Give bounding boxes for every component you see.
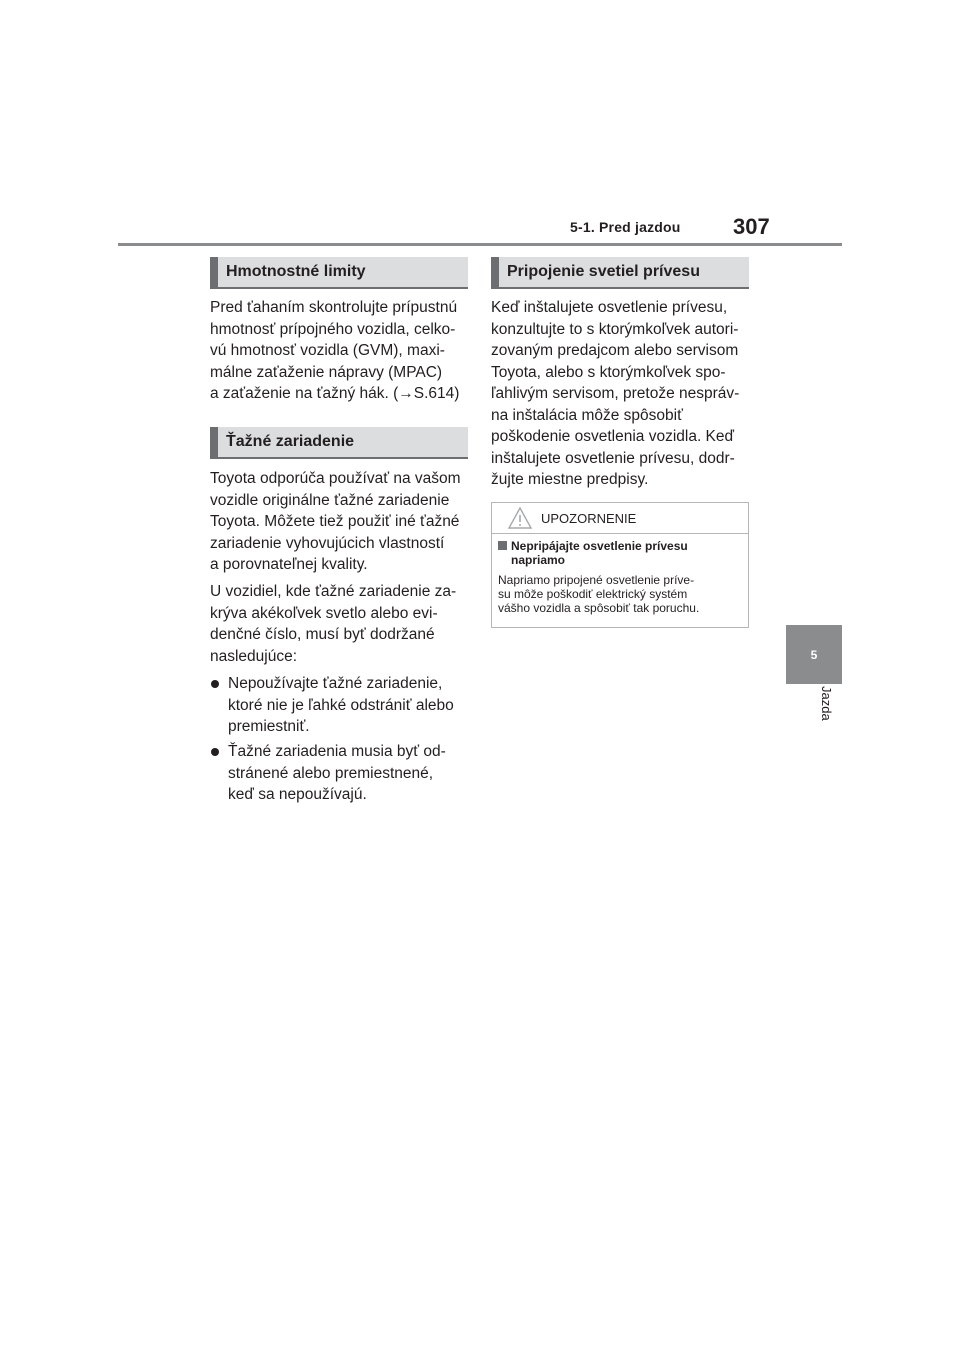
heading-trailer-lights-text: Pripojenie svetiel prívesu (507, 263, 700, 280)
text-line: inštalujete osvetlenie prívesu, dodr- (491, 449, 735, 467)
section-title: 5-1. Pred jazdou (570, 219, 681, 235)
text-line: zariadenie vyhovujúcich vlastností (210, 534, 445, 552)
heading-trailer-lights (491, 257, 749, 289)
text-line: Ťažné zariadenia musia byť od- (228, 743, 446, 760)
square-bullet-icon (498, 541, 507, 550)
chapter-label: Jazda (819, 686, 834, 721)
caution-title: UPOZORNENIE (541, 511, 637, 526)
text-line: a zaťaženie na ťažný hák. (→S.614) (210, 385, 460, 402)
text-line: poškodenie osvetlenia vozidla. Keď (491, 428, 735, 445)
text-line: žujte miestne predpisy. (491, 471, 649, 488)
caution-box (491, 502, 749, 628)
caution-header (492, 503, 748, 534)
text-line: málne zaťaženie nápravy (MPAC) (210, 363, 443, 381)
text-line: Toyota, alebo s ktorýmkoľvek spo- (491, 363, 726, 381)
text-line: a porovnateľnej kvality. (210, 556, 368, 573)
text-line: Toyota odporúča používať na vašom (210, 470, 461, 487)
text-line: stránené alebo premiestnené, (228, 764, 434, 782)
chapter-number: 5 (810, 647, 818, 662)
text-line: premiestniť. (228, 718, 310, 735)
text-line: Keď inštalujete osvetlenie prívesu, (491, 299, 728, 316)
page-number: 307 (733, 214, 770, 239)
text-line: krýva akékoľvek svetlo alebo evi- (210, 604, 438, 622)
warning-triangle-icon (507, 506, 533, 535)
text-line: nasledujúce: (210, 647, 298, 665)
text-line: na inštalácia môže spôsobiť (491, 406, 683, 424)
caution-body (498, 573, 746, 615)
text-line: Toyota. Môžete tiež použiť iné ťažné (210, 513, 460, 530)
text-line: Pred ťahaním skontrolujte prípustnú (210, 299, 458, 316)
text-line: vášho vozidla a spôsobiť tak poruchu. (498, 601, 700, 615)
towing-device-paragraph (210, 468, 472, 576)
trailer-lights-paragraph (491, 297, 753, 491)
text-line: hmotnosť prípojného vozidla, celko- (210, 320, 456, 338)
license-plate-paragraph (210, 581, 472, 667)
text-line: Nepripájajte osvetlenie prívesu (511, 539, 688, 553)
text-line: su môže poškodiť elektrický systém (498, 587, 688, 601)
text-line: keď sa nepoužívajú. (228, 786, 367, 803)
text-line: vú hmotnosť vozidla (GVM), maxi- (210, 342, 445, 359)
heading-towing-device (210, 427, 468, 459)
text-line: ľahlivým servisom, pretože nespráv- (491, 385, 740, 402)
text-line: U vozidiel, kde ťažné zariadenie za- (210, 583, 457, 600)
text-line: denčné číslo, musí byť dodržané (210, 626, 435, 643)
text-line: vozidle originálne ťažné zariadenie (210, 491, 450, 509)
header-divider (118, 243, 842, 246)
text-line: konzultujte to s ktorýmkoľvek autori- (491, 320, 739, 338)
list-item (211, 741, 473, 806)
chapter-tab (786, 625, 842, 684)
weight-limits-paragraph (210, 297, 472, 405)
heading-towing-device-text: Ťažné zariadenie (226, 433, 355, 450)
bullet-icon (211, 680, 219, 688)
text-line: zovaným predajcom alebo servisom (491, 342, 739, 359)
list-item (211, 673, 473, 738)
text-line: napriamo (511, 553, 566, 567)
caution-item-title (498, 539, 743, 567)
heading-weight-limits (210, 257, 468, 289)
heading-weight-limits-text: Hmotnostné limity (226, 263, 366, 280)
text-line: Nepoužívajte ťažné zariadenie, (228, 675, 443, 692)
text-line: Napriamo pripojené osvetlenie príve- (498, 573, 695, 587)
bullet-icon (211, 748, 219, 756)
text-line: ktoré nie je ľahké odstrániť alebo (228, 696, 454, 714)
